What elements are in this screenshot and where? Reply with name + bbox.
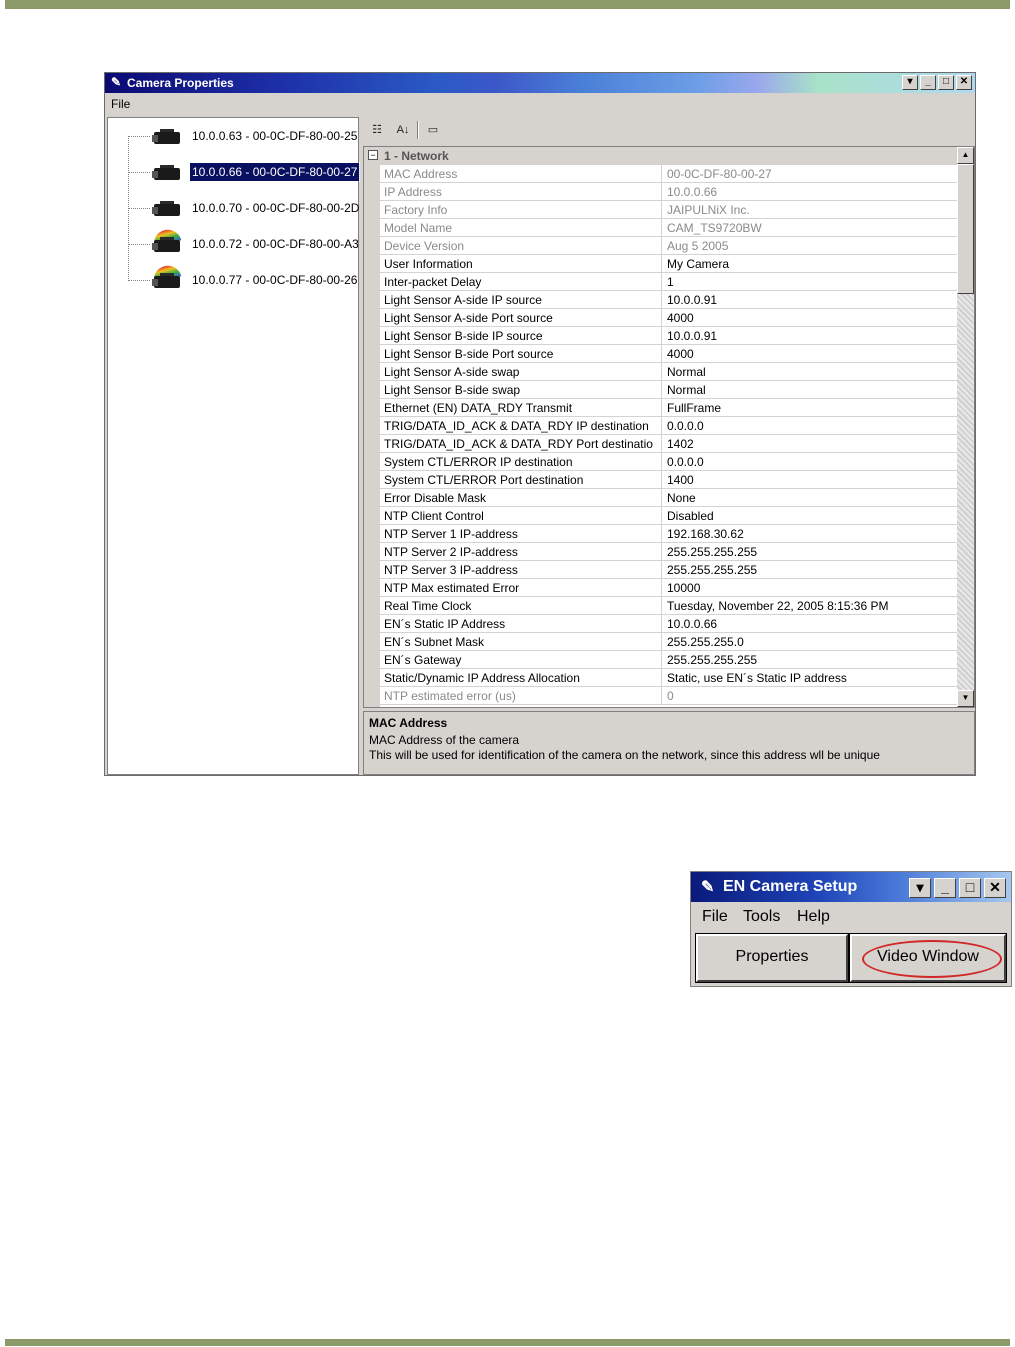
property-value[interactable]: 1400	[667, 473, 694, 487]
property-row[interactable]	[380, 345, 958, 363]
property-value: 00-0C-DF-80-00-27	[667, 167, 772, 181]
property-name: Light Sensor B-side swap	[380, 381, 662, 398]
camera-label: 10.0.0.63 - 00-0C-DF-80-00-25	[192, 129, 358, 143]
property-row[interactable]	[380, 291, 958, 309]
property-row[interactable]	[380, 327, 958, 345]
property-name: TRIG/DATA_ID_ACK & DATA_RDY Port destinatio	[380, 435, 662, 452]
en-camera-setup-window	[690, 871, 1012, 987]
setup-title-bar[interactable]	[691, 872, 1011, 902]
property-value[interactable]: 4000	[667, 311, 694, 325]
maximize-button[interactable]: □	[938, 75, 954, 90]
property-row[interactable]	[380, 219, 958, 237]
property-pages-icon[interactable]: ▭	[427, 124, 439, 136]
property-name: Model Name	[380, 219, 662, 236]
property-name: Light Sensor A-side Port source	[380, 309, 662, 326]
camera-tree-item[interactable]	[128, 193, 360, 223]
property-name: Static/Dynamic IP Address Allocation	[380, 669, 662, 686]
camera-tree-item[interactable]	[128, 265, 356, 295]
camera-label: 10.0.0.66 - 00-0C-DF-80-00-27	[192, 165, 358, 179]
camera-tree-item[interactable]	[128, 157, 356, 187]
camera-tree-item[interactable]	[128, 229, 359, 259]
property-row[interactable]	[380, 183, 958, 201]
property-name: EN´s Gateway	[380, 651, 662, 668]
property-row[interactable]	[380, 651, 958, 669]
property-name: Light Sensor A-side IP source	[380, 291, 662, 308]
property-name: IP Address	[380, 183, 662, 200]
property-row[interactable]	[380, 399, 958, 417]
property-value[interactable]: 255.255.255.255	[667, 653, 758, 667]
property-name: EN´s Subnet Mask	[380, 633, 662, 650]
property-value[interactable]: 10000	[667, 581, 701, 595]
camera-tree[interactable]	[107, 117, 359, 775]
categorized-icon[interactable]: ☷	[372, 124, 382, 136]
setup-window-title: EN Camera Setup	[723, 878, 858, 895]
property-row[interactable]	[380, 615, 958, 633]
property-row[interactable]	[380, 543, 958, 561]
camera-label: 10.0.0.70 - 00-0C-DF-80-00-2D	[192, 201, 360, 215]
property-row[interactable]	[380, 687, 958, 705]
property-row[interactable]	[380, 435, 958, 453]
property-value[interactable]: 255.255.255.0	[667, 635, 744, 649]
property-name: NTP Max estimated Error	[380, 579, 662, 596]
app-wand-icon: ✎	[701, 879, 715, 896]
camera-rainbow-icon	[152, 270, 182, 290]
scroll-up-icon[interactable]: ▲	[957, 147, 974, 164]
tree-connector	[128, 244, 150, 245]
video-window-button[interactable]	[850, 934, 1006, 982]
property-row[interactable]	[380, 525, 958, 543]
property-name: NTP Server 2 IP-address	[380, 543, 662, 560]
property-row[interactable]	[380, 507, 958, 525]
property-value: Aug 5 2005	[667, 239, 729, 253]
properties-button-label: Properties	[735, 948, 809, 965]
property-value[interactable]: Normal	[667, 365, 706, 379]
app-wand-icon: ✎	[111, 75, 122, 89]
scroll-thumb[interactable]	[957, 164, 974, 294]
property-name: Inter-packet Delay	[380, 273, 662, 290]
setup-menu-bar	[691, 906, 1011, 930]
property-name: Light Sensor B-side IP source	[380, 327, 662, 344]
property-value[interactable]: FullFrame	[667, 401, 722, 415]
property-name: Light Sensor A-side swap	[380, 363, 662, 380]
property-name: NTP estimated error (us)	[380, 687, 662, 704]
property-toolbar	[363, 117, 975, 143]
property-row[interactable]	[380, 381, 958, 399]
property-row[interactable]	[380, 255, 958, 273]
property-name: System CTL/ERROR IP destination	[380, 453, 662, 470]
property-row[interactable]	[380, 363, 958, 381]
camera-icon	[152, 162, 182, 182]
property-row[interactable]	[380, 489, 958, 507]
property-row[interactable]	[380, 633, 958, 651]
property-name: NTP Client Control	[380, 507, 662, 524]
tree-connector	[128, 136, 150, 137]
camera-label: 10.0.0.77 - 00-0C-DF-80-00-26	[192, 273, 358, 287]
toolbar-separator	[417, 121, 419, 139]
property-value[interactable]: Static, use EN´s Static IP address	[667, 671, 847, 685]
help-icon[interactable]: ▾	[909, 878, 931, 898]
close-button[interactable]: ✕	[984, 878, 1006, 898]
property-row[interactable]	[380, 597, 958, 615]
video-window-button-label: Video Window	[877, 948, 979, 965]
property-value[interactable]: 4000	[667, 347, 694, 361]
property-value[interactable]: None	[667, 491, 696, 505]
property-row[interactable]	[380, 201, 958, 219]
properties-button[interactable]	[696, 934, 848, 982]
property-value[interactable]: 0.0.0.0	[667, 419, 704, 433]
property-row[interactable]	[380, 237, 958, 255]
property-name: EN´s Static IP Address	[380, 615, 662, 632]
maximize-button[interactable]: □	[959, 878, 981, 898]
property-rows	[380, 165, 958, 705]
property-name: User Information	[380, 255, 662, 272]
camera-tree-item[interactable]	[128, 121, 356, 151]
category-row[interactable]	[364, 147, 958, 165]
property-name: Device Version	[380, 237, 662, 254]
property-name: Ethernet (EN) DATA_RDY Transmit	[380, 399, 662, 416]
property-value: 10.0.0.66	[667, 185, 718, 199]
property-name: Error Disable Mask	[380, 489, 662, 506]
property-value[interactable]: 10.0.0.66	[667, 617, 718, 631]
property-name: System CTL/ERROR Port destination	[380, 471, 662, 488]
camera-properties-window	[104, 72, 976, 776]
menu-bar	[105, 94, 975, 114]
camera-label: 10.0.0.72 - 00-0C-DF-80-00-A3	[192, 237, 359, 251]
property-grid[interactable]	[363, 146, 975, 708]
close-button[interactable]: ✕	[956, 75, 972, 90]
description-panel	[363, 711, 975, 775]
property-name: NTP Server 1 IP-address	[380, 525, 662, 542]
property-value: JAIPULNiX Inc.	[667, 203, 750, 217]
property-row[interactable]	[380, 453, 958, 471]
vertical-scrollbar[interactable]	[957, 147, 974, 707]
property-value[interactable]: 10.0.0.91	[667, 329, 718, 343]
menu-help[interactable]: Help	[797, 908, 830, 925]
tree-connector	[128, 208, 150, 209]
property-value[interactable]: 1402	[667, 437, 694, 451]
property-value[interactable]: Normal	[667, 383, 706, 397]
property-value[interactable]: 255.255.255.255	[667, 545, 758, 559]
property-value[interactable]: 10.0.0.91	[667, 293, 718, 307]
minimize-button[interactable]: _	[920, 75, 936, 90]
property-value: CAM_TS9720BW	[667, 221, 762, 235]
tree-connector	[128, 280, 150, 281]
property-row[interactable]	[380, 309, 958, 327]
window-title: Camera Properties	[127, 76, 234, 90]
property-value: 0	[667, 689, 674, 703]
title-bar[interactable]	[105, 73, 975, 93]
category-label: 1 - Network	[384, 149, 449, 163]
menu-file[interactable]: File	[111, 97, 131, 111]
minimize-button[interactable]: _	[934, 878, 956, 898]
camera-icon	[152, 198, 182, 218]
camera-rainbow-icon	[152, 234, 182, 254]
property-row[interactable]	[380, 417, 958, 435]
menu-file[interactable]: File	[702, 908, 728, 925]
property-value[interactable]: 0.0.0.0	[667, 455, 704, 469]
property-row[interactable]	[380, 273, 958, 291]
property-value[interactable]: 192.168.30.62	[667, 527, 744, 541]
property-row[interactable]	[380, 579, 958, 597]
property-value[interactable]: 255.255.255.255	[667, 563, 758, 577]
scroll-down-icon[interactable]: ▼	[957, 690, 974, 707]
highlight-oval	[862, 940, 1002, 978]
property-name: MAC Address	[380, 165, 662, 182]
property-value[interactable]: 1	[667, 275, 674, 289]
property-name: NTP Server 3 IP-address	[380, 561, 662, 578]
description-line-2: This will be used for identification of the camera on the network, since this address wll be unique	[369, 748, 880, 762]
property-value[interactable]: My Camera	[667, 257, 730, 271]
property-row[interactable]	[380, 669, 958, 687]
grid-gutter	[364, 165, 380, 708]
property-name: Real Time Clock	[380, 597, 662, 614]
description-line-1: MAC Address of the camera	[369, 733, 520, 747]
help-icon[interactable]: ▾	[902, 75, 918, 90]
property-row[interactable]	[380, 561, 958, 579]
camera-icon	[152, 126, 182, 146]
top-page-rule	[5, 0, 1010, 9]
collapse-icon[interactable]: −	[368, 150, 378, 160]
bottom-page-rule	[5, 1339, 1010, 1346]
property-value[interactable]: Disabled	[667, 509, 714, 523]
property-row[interactable]	[380, 165, 958, 183]
property-name: Factory Info	[380, 201, 662, 218]
property-value[interactable]: Tuesday, November 22, 2005 8:15:36 PM	[667, 599, 889, 613]
property-name: Light Sensor B-side Port source	[380, 345, 662, 362]
menu-tools[interactable]: Tools	[743, 908, 781, 925]
tree-connector	[128, 172, 150, 173]
sort-alphabetical-icon[interactable]: A↓	[396, 124, 410, 136]
description-title: MAC Address	[369, 716, 448, 730]
property-name: TRIG/DATA_ID_ACK & DATA_RDY IP destination	[380, 417, 662, 434]
property-row[interactable]	[380, 471, 958, 489]
